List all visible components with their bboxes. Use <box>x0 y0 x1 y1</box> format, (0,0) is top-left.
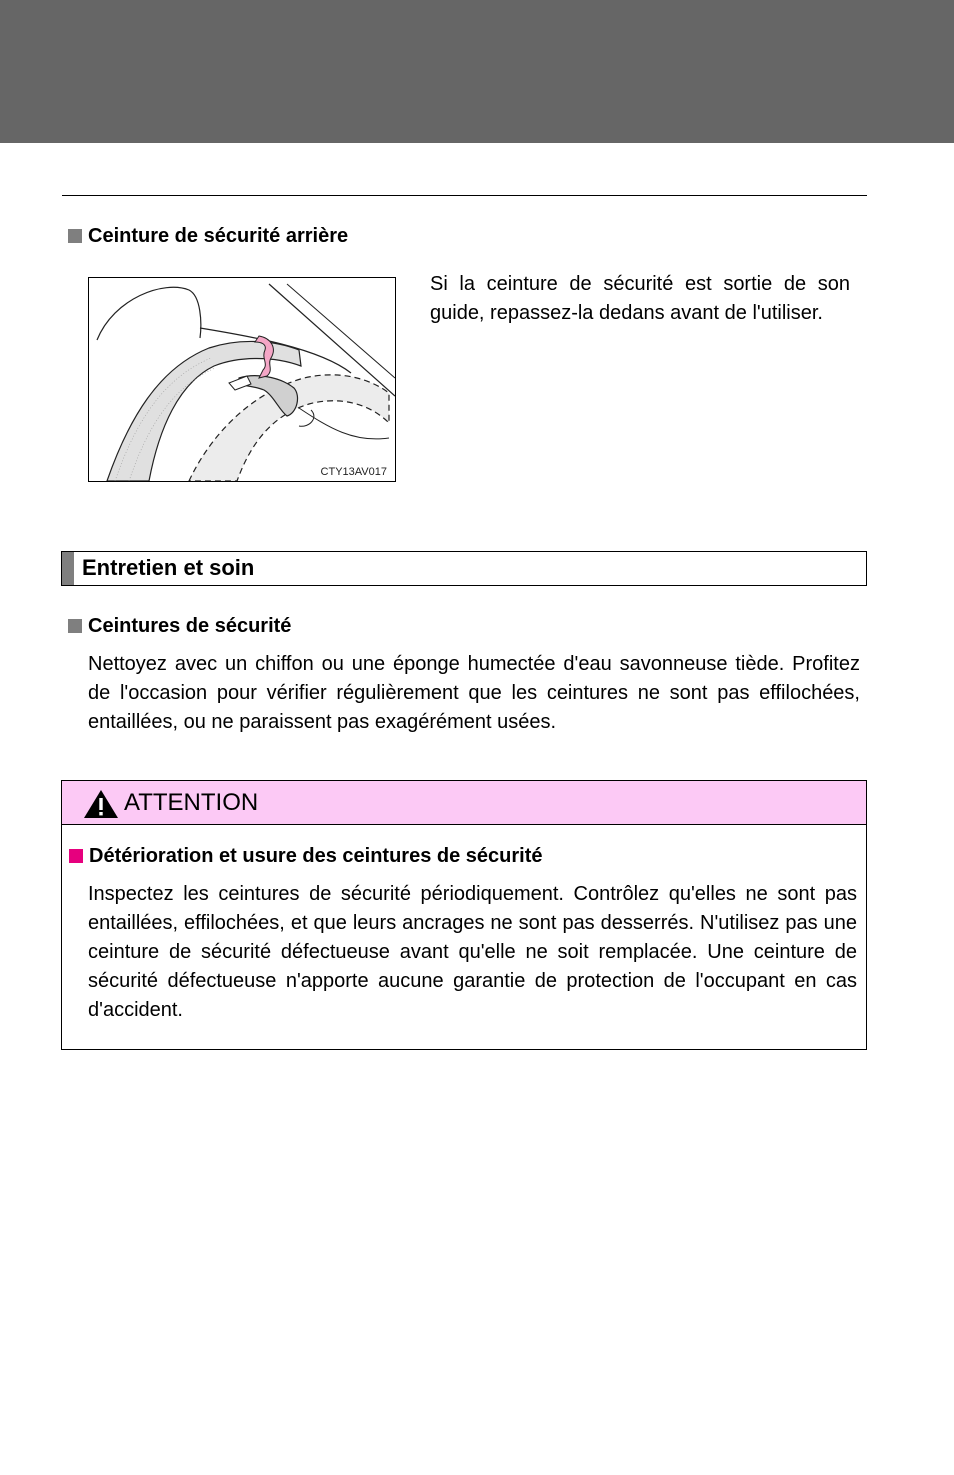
rear-belt-heading-text: Ceinture de sécurité arrière <box>88 225 349 247</box>
top-divider <box>62 195 867 196</box>
section-title-bar <box>61 551 867 586</box>
cleaning-paragraph: Nettoyez avec un chiffon ou une éponge humectée d'eau savonneuse tiède. Profitez de l'occasion pour vérifier régulièrement que les ceintures ne sont pas effilochées, entaillées, ou ne paraissent pas exagérément usées. <box>88 653 860 733</box>
attention-header <box>62 781 866 825</box>
rear-belt-instruction: Si la ceinture de sécurité est sortie de son guide, repassez-la dedans avant de l'utiliser. <box>430 273 850 324</box>
belt-guide-drawing <box>89 278 395 481</box>
square-bullet-icon <box>68 229 82 243</box>
belts-heading-text: Ceintures de sécurité <box>88 615 292 637</box>
belt-guide-illustration <box>88 277 396 482</box>
page-header-band <box>0 0 954 143</box>
warning-triangle-icon <box>82 788 120 820</box>
attention-heading <box>69 844 543 868</box>
square-bullet-icon <box>68 619 82 633</box>
section-title: Entretien et soin <box>82 555 255 580</box>
figure-code: CTY13AV017 <box>320 466 387 478</box>
attention-label: ATTENTION <box>124 789 259 816</box>
rear-belt-heading <box>68 224 348 248</box>
attention-paragraph: Inspectez les ceintures de sécurité périodiquement. Contrôlez qu'elles ne sont pas entaillées, effilochées, et que leurs ancrages ne sont pas desserrés. N'utilisez pas une ceinture de sécurité défectueuse avant qu'elle ne soit remplacée. Une ceinture de sécurité défectueuse n'apporte aucune garantie de protection de l'occupant en cas d'accident. <box>88 883 857 1021</box>
attention-heading-text: Détérioration et usure des ceintures de sécurité <box>89 845 543 867</box>
attention-box <box>61 780 867 1050</box>
section-title-tab <box>62 552 74 585</box>
square-bullet-icon <box>69 849 83 863</box>
belts-heading <box>68 614 291 638</box>
